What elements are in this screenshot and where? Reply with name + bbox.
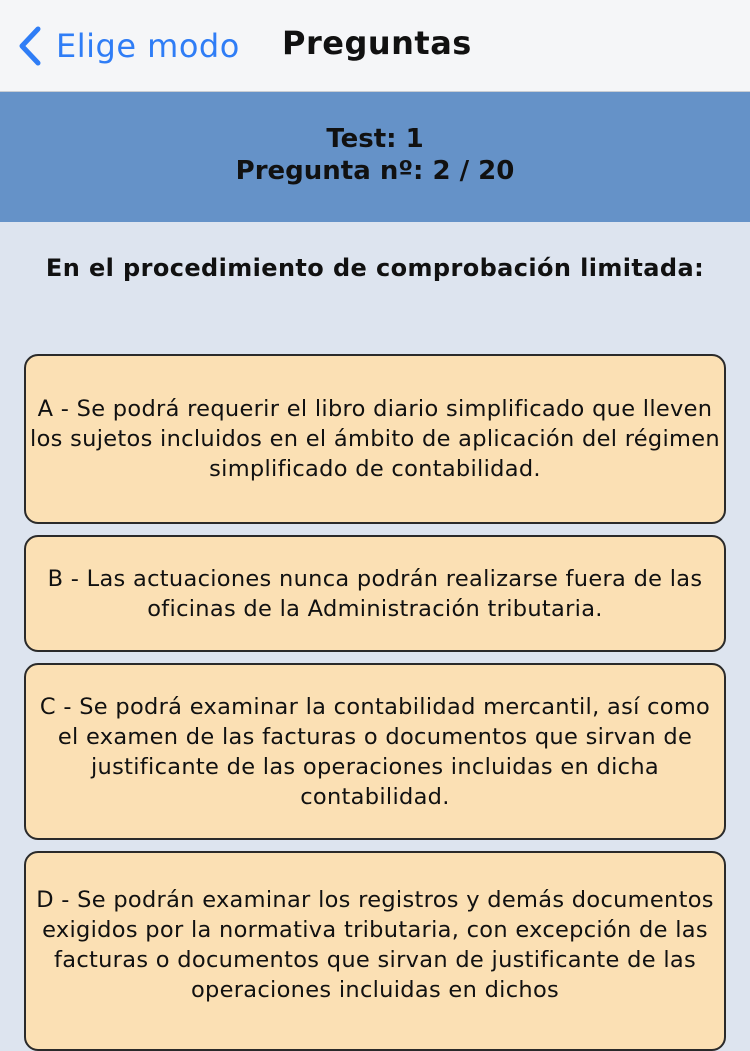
page-title: Preguntas: [282, 24, 472, 62]
test-info-header: [0, 92, 750, 222]
answer-option-c-text: C - Se podrá examinar la contabilidad mercantil, así como el examen de las facturas o documentos que sirvan de justificante de las operaciones incluidas en dicha contabilidad.: [39, 693, 711, 810]
answer-option-a[interactable]: [24, 354, 726, 524]
navigation-bar: [0, 0, 750, 92]
answer-option-b[interactable]: [24, 535, 726, 652]
question-counter: Pregunta nº: 2 / 20: [235, 156, 515, 186]
answer-option-b-text: B - Las actuaciones nunca podrán realizarse fuera de las oficinas de la Administración tributaria.: [47, 565, 703, 622]
answer-option-d[interactable]: [24, 851, 726, 1051]
answer-option-c[interactable]: [24, 663, 726, 840]
answer-option-a-text: A - Se podrá requerir el libro diario simplificado que lleven los sujetos incluidos en el ámbito de aplicación del régimen simplificado de contabilidad.: [30, 396, 720, 482]
question-text: En el procedimiento de comprobación limitada:: [45, 254, 705, 282]
chevron-left-icon: [18, 26, 42, 66]
answer-option-d-text: D - Se podrán examinar los registros y demás documentos exigidos por la normativa tributaria, con excepción de las facturas o documentos que sirvan de justificante de las operaciones incluidas en dichos: [36, 887, 714, 1003]
back-button[interactable]: [18, 22, 240, 70]
test-number-label: Test: 1: [326, 124, 424, 154]
back-button-label: Elige modo: [56, 27, 240, 65]
